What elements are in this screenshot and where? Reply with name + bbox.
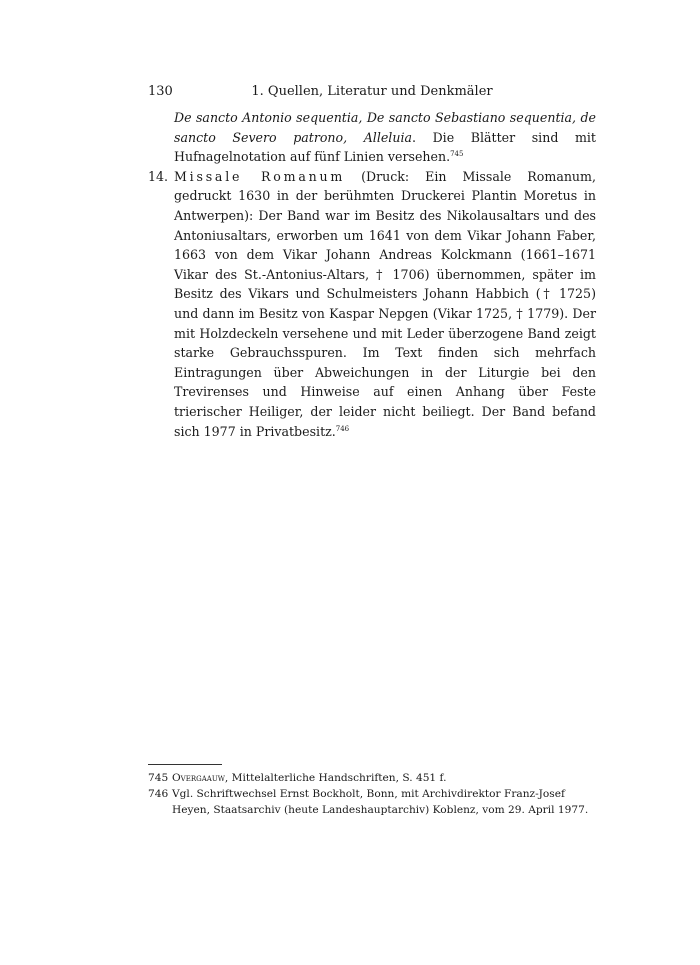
footnote-text: Vgl. Schriftwechsel Ernst Bockholt, Bonn, mit Archivdirektor Franz-Josef Heyen, Staatsarchiv (heute Landeshauptarchiv) Koblenz, vom 29. April 1977. — [172, 788, 589, 816]
continuation-text: . Die Blätter sind mit Hufnagelnotation auf fünf Linien versehen. — [174, 129, 596, 165]
entry-text: (Druck: Ein Missale Romanum, gedruckt 1630 in der berühmten Druckerei Plantin Moretus in Antwerpen): Der Band war im Besitz des Nikolausaltars und des Antoniusaltars, erworben um 1641 von dem Vikar Johann Faber, 1663 von dem Vikar Johann Andreas Kolckmann (1661–1671 Vikar des St.-Antonius-Altars, † 1706) übernommen, später im Besitz des Vikars und Schulmeisters Johann Habbich († 1725) und dann im Besitz von Kaspar Nepgen (Vikar 1725, † 1779). Der mit Holzdeckeln versehene und mit Leder überzogene Band zeigt starke Gebrauchsspuren. Im Text finden sich mehrfach Eintragungen über Abweichungen in der Liturgie bei den Trevirenses und Hinweise auf einen Anhang über Feste trierischer Heiliger, der leider nicht beiliegt. Der Band befand sich 1977 in Privatbesitz. — [174, 168, 596, 439]
footnote-745 — [148, 770, 596, 786]
footnote-746 — [148, 786, 596, 818]
footnote-text: , Mittelalterliche Handschriften, S. 451 f. — [224, 772, 447, 784]
main-text — [148, 108, 596, 441]
running-title: 1. Quellen, Literatur und Denkmäler — [251, 84, 493, 99]
footnote-number: 745 — [148, 772, 169, 784]
list-item-14 — [148, 167, 596, 441]
footnote-rule — [148, 764, 222, 765]
continuation-paragraph — [174, 108, 596, 167]
italic-sequence-titles: De sancto Antonio sequentia, De sancto Sebastiano sequentia, de sancto Severo patrono, Alleluia — [174, 110, 596, 145]
spaced-title: Missale Romanum — [174, 168, 346, 184]
list-item-number: 14. — [148, 168, 169, 184]
footnote-author: Overgaauw — [172, 772, 225, 784]
footnotes — [148, 770, 596, 818]
page-number: 130 — [148, 84, 173, 99]
footnote-ref-745[interactable]: 745 — [450, 150, 464, 159]
footnote-number: 746 — [148, 788, 169, 800]
footnote-ref-746[interactable]: 746 — [335, 424, 350, 433]
